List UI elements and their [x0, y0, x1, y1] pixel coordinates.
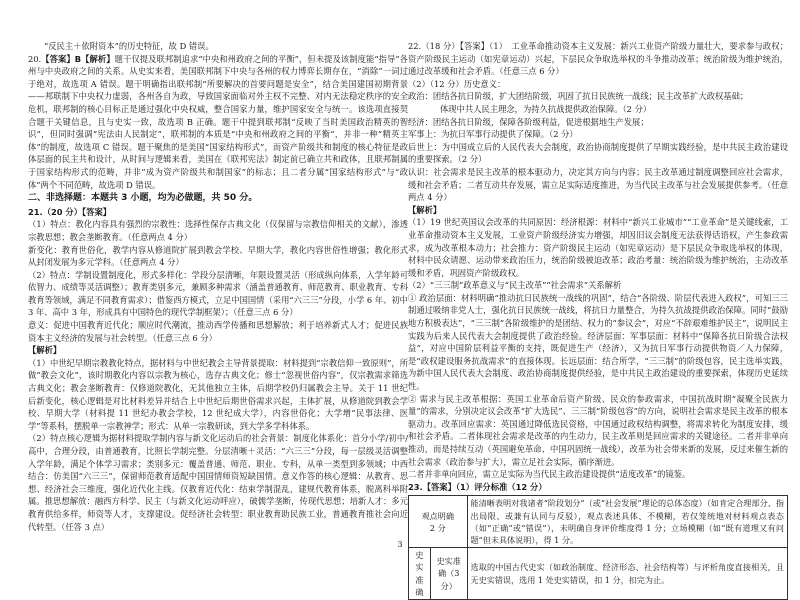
- paragraph: （1）特点：教化内容具有强烈的宗教性：选择性保存古典文化（仅保留与宗教信仰相关的文献），渗透宗教思想；教会垄断教育。（任意两点 4 分）: [28, 219, 408, 242]
- paragraph: （2）特点核心逻辑为据材料提取学制内容与新文化运动后的社会背景：制度化体系化：首分小学/初中/高中，合理分段，由普通教育，比照长学制完整。分层清晰＋灵活：“六三三”分段，每一层级灵活调整入学年龄，满足个体学习需求；类别多元：覆盖普通、师范、职业、专科，从单一类型到多领域；中西结合：仿美国“六三三”，保留师范教育适配中国国情师资短缺国情。意义作答的核心逻辑：从教育、思想、经济社会三维度，强化近代化主线。仅教育近代化：结束学制混乱，建规代教育体系，脱离科举附属。推思想解放：融西方科学、民主（与新文化运动呼应），破儒学垄断，传现代思想；培新人才：多元教育供给多样，师资等人才，支撑建设。促经济社会转型：职业教育助民族工业，普通教育推社会向近代转型。（任答 3 点）: [28, 433, 408, 532]
- paragraph: （2）“三三制”政革意义与“民主改革”“社会需求”关系解析: [408, 280, 622, 291]
- question-heading: 22.（18 分）【答案】（1） 工业革命推动资本主义发展：新兴工业资产阶级力量壮大，要求参与政权；资产阶级民主运动（如宪章运动）兴起，下层民众争取选举权的斗争推动改革；统治阶级为维护统治，通过改革缓和社会矛盾。（任意三点 6 分）: [408, 41, 788, 77]
- question-heading: 21.（20 分）【答案】: [28, 206, 112, 217]
- paragraph: “反民主＋依附资本”的历史特征，故 D 错误。: [44, 41, 214, 51]
- paragraph: [28, 53, 408, 192]
- paragraph: （1）中世纪早期宗教教化特点，据材料与中世纪教会主导背景提取：材料提到“宗教信仰一致原则”，所做“教会文化”，该时期教化内容以宗教为核心，选存古典文化；修士“忽视世俗内容”，仅宗教需求筛选古典文化；教会垄断教育：仅修道院教化，无其他独立主体，后期学校仍归属教会主导。关于 11 世纪后新变化，核心逻辑是对比材料差异并结合上中世纪后期世俗需求兴起，主体扩展，从修道院到教会学校、早期大学（材料提 11 世纪办教会学校，12 世纪成大学），内容世俗化；大学增“民事法律、医学”等系科，摆脱单一宗教神学；形式：从单一宗教研读，到大学多学科体系。: [28, 357, 408, 431]
- explanation-heading: 【解析】: [408, 204, 442, 215]
- paragraph: 经济：团结各抗日阶级，保障各阶级利益，促进根据地生产发展；: [408, 116, 649, 127]
- paragraph: 认识：社会需求是民主改革的根本驱动力，决定其方向与内容；民主改革通过制度调整回应社会需求，缓和社会矛盾；二者互动共存发展，需立足实际适度推进，为当代民主改革与社会发展提供参考。（任意两点 4 分）: [408, 166, 788, 203]
- paragraph: 新变化：教育世俗化，教学内容从修道院扩展到教会学校、早期大学，教化内容世俗性增强；教化形式从封闭发展为多元学科。（任意两点 4 分）: [28, 244, 408, 268]
- left-column: [28, 40, 408, 533]
- paragraph: ① 政治层面：材料明确“推动抗日民族统一战线的巩固”，结合“各阶级、阶层代表进入政权”，可知三三制通过吸纳非党人士，强化抗日民族统一战线，将抗日力量整合，为持久抗战提供政治保障。同时“鼓励地方积极表达”，“三三制”各阶级维护的是团结、权力的“参议会”，对应“不辞艰难维护民主”，说明民主实践为后来人民代表大会制度提供了政治经验。经济层面：军事层面：材料中“保障各抗日阶级合法权益”，对应中国阶层利益平衡的支持，既促进生产（经济），又为抗日军事行动提供物资／人力保障，是“政权建设服务抗战需求”的直接体现。长远层面：结合所学，“三三制”的阶级包容，民主选举实践，为新中国人民代表大会制度、政治协商制度提供经验，是中共民主政治建设的重要探索，体现历史延续性。: [408, 292, 788, 392]
- paragraph: ② 需求与民主改革根据：英国工业革命后资产阶级、民众的参政需求，中国抗战时期“凝聚全民族力量”的需求，分别决定议会改革“扩大选民”、三三制“阶级包容”的方向，说明社会需求是民主改革的根本驱动力。改革回应需求：英国通过降低选民资格，中国通过政权结构调整，将需求转化为制度安排，缓和社会矛盾。二者体现社会需求是改革的内生动力，民主改革则是回应需求的关键途径。二者并非单向推动，而是持续互动（英国避免革命、中国巩固统一战线），改革为社会带来新的发展，反过来催生新的社会需求（政治参与扩大），需立足社会实际，循序渐进。: [408, 393, 788, 467]
- explanation-heading: 【解析】: [28, 345, 62, 356]
- paragraph: 意义：促进中国教育近代化；顺应时代潮流，推动西学传播和思想解放；利于培养新式人才；促进民族资本主义经济的发展与社会转型。（任意三点 6 分）: [28, 320, 408, 343]
- paragraph: （2）特点：学制设置制度化，形式多样化：学段分层清晰，年限设置灵活（形成纵向体系，入学年龄可依智力、成绩等灵活调整）；教育类别多元，兼顾多种需求（涵盖普通教育、师范教育、职业教育、专科教育等领域，满足不同教育需求）；借鉴西方模式，立足中国国情（采用“六三三”分段，小学 6 年、初中 3 年、高中 3 年，形成具有中国特色的现代学制框架）；（任意三点 6 分）: [28, 269, 408, 318]
- table-cell: 史实准确（3 分）: [430, 548, 467, 600]
- page-number: 3: [397, 540, 403, 549]
- rubric-label: 观点明确: [421, 510, 454, 521]
- paragraph: 二者并非单向回应，需立足实际为当代民主政治建设提供“适度改革”的镜鉴。: [408, 469, 691, 480]
- explanation-text: 题干仅提及联邦制追求“中央和州政府之间的平衡”，但未提及该制度能“指导”各州与中央政府之间的关系。从史实来看，美国联邦制下中央与各州的权力博弈长期存在，“消除”一词过于绝对，故选项 A 错误。题干明确指出联邦制“所要解决的首要问题是安全”，结合美国建国初期背景——邦联制下中央权力虚弱，各州各自为政，导致国家面临对外主权不完整、对内无法稳定秩序的安全危机，联邦制的核心目标正是通过强化中央权威，整合国家力量，维护国家安全与统一。该选项直接契合题干关键信息，且与史实一致，故选项 B 正确。题干中提到联邦制“反映了当时美国政治精英的智识”，但同时强调“宪法由人民制定”，联邦制的本质是“中央和州政府之间的平衡”，并非一种“精英主体”的制度，故选项 C 错误。题干聚焦的是美国“国家结构形式”，而资产阶级共和制度的核心特征是政体层面的民主共和设计，从时间与逻辑来看，美国在《联邦宪法》制定前已确立共和政体，且联邦制属于国家结构形式的范畴，并非“成为资产阶级共和制国家”的标志；且二者分属“国家结构形式”与“政体”两个不同范畴，故选项 D 错误。: [28, 53, 408, 190]
- paragraph: 军事上：为抗日军事行动提供了保障。（2 分）: [408, 129, 578, 140]
- paragraph: （1）19 世纪英国议会改革的共同原因：经济根源：材料中“新兴工业城市”“工业革命”是关键线索，工业革命推动资本主义发展，工业资产阶级经济实力增强，却因旧议会制度无法获得话语权，产生参政需求，成为改革根本动力；社会推力：资产阶级民主运动（如宪章运动）是下层民众争取选举权的体现，材料中民众请愿、运动带来政治压力，统治阶级被迫改革；政治考量：统治阶级为维护统治，主动改革缓和矛盾，巩固资产阶级政权。: [408, 217, 788, 278]
- table-cell: 能清晰表明对我诸者“阶段划分”（或“社会发展”理论的总体态度）（如肯定合理部分、指出局限、或兼有认同与反驳），观点表述具体、不模糊，若仅笼统地对材料观点表态（如“正确”或“错误”），未明确自身评价维度得 1 分；立场模糊（如“既有道理又有问题”但未具体说明），得 1 分。: [467, 496, 787, 548]
- question-heading: 23.【答案】（1）评分标准（12 分）: [408, 481, 547, 492]
- section-heading: 二、非选择题：本题共 3 小题，均为必做题，共 50 分。: [28, 193, 258, 204]
- right-column: [408, 40, 788, 600]
- paragraph: 后世上：为中国成立后的人民代表大会制度，政治协商制度提供了早期实践经验，是中共民主政治建设的重要探索。（2 分）: [408, 141, 788, 165]
- table-row: [409, 548, 788, 600]
- rubric-score: 2 分: [429, 522, 446, 533]
- paragraph: 体现中共人民主理念，为持久抗战提供政治保障。（2 分）: [440, 103, 652, 114]
- table-cell: 选取的中国古代史实（如政治制度、经济形态、社会结构等）与评析角度直接相关，且无史实错误，选用 1 处史实错误，扣 1 分，扣完为止。: [467, 548, 787, 600]
- answer-tag: 【答案】B【解析】: [41, 53, 115, 64]
- question-number: 20.: [28, 53, 42, 64]
- table-cell: 史实准确: [409, 548, 431, 600]
- paragraph: 政治：团结各抗日阶级，扩大团结阶级，巩固了抗日民族统一战线；民主改革扩大政权基础；: [408, 91, 749, 102]
- paragraph: （2）（12 分）历史意义：: [408, 78, 506, 89]
